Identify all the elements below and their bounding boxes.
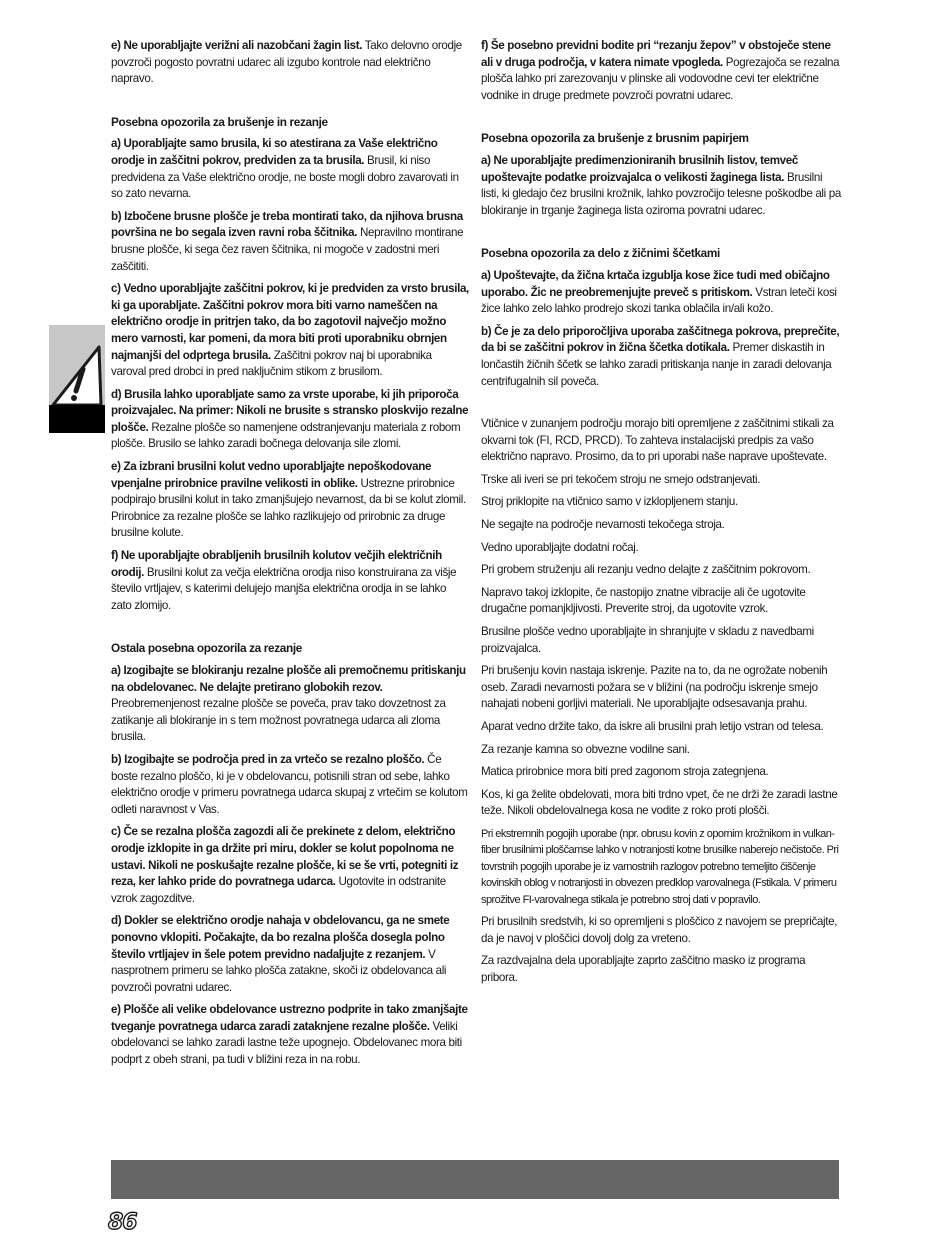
paragraph-text: Preobremenjenost rezalne plošče se poveča, prav tako dovzetnost za zatikanje ali blokiranje in s tem možnost povratnega udarca ali zloma brusila. bbox=[111, 697, 446, 744]
warning-icon bbox=[49, 339, 105, 409]
paragraph bbox=[481, 787, 841, 820]
paragraph-text: Pri brusilnih sredstvih, ki so opremljeni s ploščico z navojem se prepričajte, da je navoj v ploščici dovolj dolg za vreteno. bbox=[481, 915, 838, 945]
paragraph-lead: f) Ne uporabljajte obrabljenih brusilnih kolutov večjih električnih orodij. bbox=[111, 549, 442, 579]
paragraph bbox=[481, 953, 841, 986]
paragraph-text: Vstran leteči kosi žice lahko zelo lahko prodrejo skozi tanka oblačila in/ali kožo. bbox=[481, 285, 837, 316]
spacer bbox=[481, 406, 841, 416]
paragraph-text: Pogrezajoča se rezalna plošča lahko pri zarezovanju v plinske ali vodovodne cevi ter električne vodnike in druge predmete povzroči povratni udarec. bbox=[481, 55, 840, 102]
paragraph-text: Če boste rezalno ploščo, ki je v obdelovancu, potisnili stran od sebe, lahko električno orodje v primeru povratnega udarca skupaj z vrtečim se kolutom odleti naravnost v Vas. bbox=[111, 752, 468, 816]
side-tab-black-strip bbox=[49, 405, 105, 433]
paragraph bbox=[111, 548, 469, 614]
paragraph-text: Vtičnice v zunanjem področju morajo biti opremljene z zaščitnimi stikali za okvarni tok (FI, RCD, PRCD). To zahteva instalacijski predpis za vašo električno napravo. Prosimo, da to pri uporabi naše naprave upoštevate. bbox=[481, 417, 834, 464]
paragraph-text: Brusilni listi, ki gledajo čez brusilni krožnik, lahko povzročijo telesne poškodbe ali pa blokiranje in trganje žaginega lista oziroma povratni udarec. bbox=[481, 170, 841, 217]
paragraph-lead: c) Vedno uporabljajte zaščitni pokrov, ki je predviden za vrsto brusila, ki ga uporabljate. Zaščitni pokrov mora biti varno nameščen na električno orodje in pritrjen tako, da bo zagotovil največjo možno mero varnosti, kar pomeni, da mora biti proti uporabniku obrnjen najmanjši del odprtega brusila. bbox=[111, 282, 469, 362]
paragraph-text: Premer diskastih in lončastih žičnih ščetk se lahko zaradi pritiskanja nanje in zaradi delovanja centrifugalnih sil poveča. bbox=[481, 341, 832, 388]
paragraph-text: Veliki obdelovanci se lahko zaradi lastne teže upognejo. Obdelovanec mora biti podprt z obeh strani, pa tudi v bližini reza in na robu. bbox=[111, 1019, 462, 1067]
paragraph-lead: e) Ne uporabljajte verižni ali nazobčani žagin list. bbox=[111, 39, 363, 52]
paragraph-text: Trske ali iveri se pri tekočem stroju ne smejo odstranjevati. bbox=[481, 472, 761, 486]
page-number: 86 bbox=[108, 1210, 137, 1235]
paragraph bbox=[481, 663, 841, 713]
paragraph-text: Napravo takoj izklopite, če nastopijo znatne vibracije ali če ugotovite drugačne pomanjkljivosti. Preverite stroj, da ugotovite vzrok. bbox=[481, 585, 806, 616]
paragraph bbox=[111, 136, 469, 202]
paragraph bbox=[481, 742, 841, 759]
paragraph bbox=[481, 624, 841, 657]
paragraph bbox=[481, 517, 841, 534]
paragraph-lead: f) Še posebno previdni bodite pri “rezanju žepov” v obstoječe stene ali v druga področja, v katera nimate vpogleda. bbox=[481, 39, 831, 69]
warning-side-tab bbox=[49, 325, 105, 433]
paragraph-lead: b) Če je za delo priporočljiva uporaba zaščitnega pokrova, preprečite, da bi se zaščitni pokrov in žična ščetka dotikala. bbox=[481, 324, 840, 355]
paragraph bbox=[481, 719, 841, 736]
paragraph-lead: a) Uporabljajte samo brusila, ki so atestirana za Vaše električno orodje in zaščitni pokrov, predviden za ta brusila. bbox=[111, 137, 438, 167]
paragraph-text: Ustrezne prirobnice podpirajo brusilni kolut in tako zmanjšujejo nevarnost, da bi se kolut zlomil. Prirobnice za rezalne plošče se lahko razlikujejo od prirobnic za druge brusilne kolute. bbox=[111, 476, 466, 540]
section-heading: Posebna opozorila za brušenje in rezanje bbox=[111, 114, 328, 129]
right-text-column bbox=[481, 38, 841, 992]
paragraph-lead: e) Plošče ali velike obdelovance ustrezno podprite in tako zmanjšajte tveganje povratnega udarca zaradi zataknjene rezalne plošče. bbox=[111, 1003, 468, 1033]
paragraph-text: Vedno uporabljajte dodatni ročaj. bbox=[481, 540, 639, 554]
paragraph-lead: b) Izogibajte se področja pred in za vrtečo se rezalno ploščo. bbox=[111, 752, 425, 766]
paragraph bbox=[481, 914, 841, 947]
paragraph bbox=[481, 153, 841, 219]
paragraph bbox=[111, 913, 469, 996]
paragraph-text: Aparat vedno držite tako, da iskre ali brusilni prah letijo vstran od telesa. bbox=[481, 720, 824, 733]
paragraph-text: Matica prirobnice mora biti pred zagonom stroja zategnjena. bbox=[481, 765, 769, 779]
paragraph-text: Brusil, ki niso predvidena za Vaše električno orodje, ne boste mogli dobro zavarovati in so zato nevarna. bbox=[111, 153, 459, 201]
paragraph bbox=[111, 459, 469, 542]
paragraph-lead: a) Izogibajte se blokiranju rezalne plošče ali premočnemu pritiskanju na obdelovanec. Ne delajte pretirano globokih rezov. bbox=[111, 664, 466, 694]
paragraph bbox=[111, 663, 469, 746]
paragraph-lead: d) Dokler se električno orodje nahaja v obdelovancu, ga ne smete ponovno vklopiti. Počakajte, da bo rezalna plošča dosegla polno število vrtljajev in šele potem previdno nadaljujte z rezanjem. bbox=[111, 914, 450, 961]
paragraph bbox=[111, 1002, 469, 1068]
spacer bbox=[481, 396, 841, 406]
paragraph bbox=[481, 494, 841, 511]
paragraph-text: Kos, ki ga želite obdelovati, mora biti trdno vpet, če ne drži že zaradi lastne teže. Nikoli obdelovalnega kosa ne vodite z roko proti plošči. bbox=[481, 787, 838, 818]
paragraph-lead: b) Izbočene brusne plošče je treba montirati tako, da njihova brusna površina ne bo segala izven ravni roba ščitnika. bbox=[111, 209, 463, 240]
paragraph bbox=[481, 268, 841, 318]
paragraph-text: Nepravilno montirane brusne plošče, ki sega čez raven ščitnika, ni mogoče v zadostni meri zaščititi. bbox=[111, 226, 464, 273]
paragraph bbox=[481, 764, 841, 781]
paragraph bbox=[111, 38, 469, 88]
paragraph-text: Stroj priklopite na vtičnico samo v izklopljenem stanju. bbox=[481, 495, 738, 509]
paragraph-text: Pri ekstremnih pogojih uporabe (npr. obrusu kovin z opornim krožnikom in vulkan-fiber brusilnimi ploščamse lahko v notranjosti kotne brusilke naberejo nečistoče. Pri tovrstnih pogojih uporabe je iz varnostnih razlogov potrebno temeljito čiščenje kovinskih oblog v notranjosti in obvezen predklop varovalnega (Fstikala. V primeru sprožitve FI-varovalnega stikala je potrebno stroj dati v popravilo. bbox=[481, 827, 839, 906]
paragraph-text: Pri grobem struženju ali rezanju vedno delajte z zaščitnim pokrovom. bbox=[481, 563, 811, 577]
paragraph-text: V nasprotnem primeru se lahko plošča zatakne, skoči iz obdelovanca ali povzroči povratni udarec. bbox=[111, 947, 447, 994]
paragraph bbox=[111, 824, 469, 907]
paragraph-lead: c) Če se rezalna plošča zagozdi ali če prekinete z delom, električno orodje izklopite in ga držite pri miru, dokler se kolut popolnoma ne ustavi. Nikoli ne poskušajte rezalne plošče, ki se še vrti, potegniti iz reza, ker lahko pride do povratnega udarca. bbox=[111, 825, 459, 889]
spacer bbox=[111, 94, 469, 104]
paragraph-text: Rezalne plošče so namenjene odstranjevanju materiala z robom plošče. Brusilo se lahko zaradi bočnega delovanja sile zlomi. bbox=[111, 420, 461, 451]
paragraph bbox=[481, 540, 841, 557]
spacer bbox=[481, 110, 841, 120]
paragraph-text: Brusilne plošče vedno uporabljajte in shranjujte v skladu z navedbami proizvajalca. bbox=[481, 625, 814, 655]
paragraph-text: Ugotovite in odstranite vzrok zagozditve. bbox=[111, 875, 446, 905]
paragraph-text: Zaščitni pokrov naj bi uporabnika varoval pred drobci in pred naključnim stikom z brusilom. bbox=[111, 348, 432, 379]
paragraph bbox=[481, 826, 841, 908]
paragraph-text: Za razdvajalna dela uporabljajte zaprto zaščitno masko iz programa pribora. bbox=[481, 954, 806, 984]
paragraph-lead: d) Brusila lahko uporabljate samo za vrste uporabe, ki jih priporoča proizvajalec. Na primer: Nikoli ne brusite s stransko ploskvijo rezalne plošče. bbox=[111, 387, 469, 434]
paragraph-text: Za rezanje kamna so obvezne vodilne sani. bbox=[481, 742, 690, 756]
paragraph-text: Ne segajte na področje nevarnosti tekočega stroja. bbox=[481, 518, 725, 532]
paragraph-lead: a) Upoštevajte, da žična krtača izgublja kose žice tudi med običajno uporabo. Žic ne preobremenjujte preveč s pritiskom. bbox=[481, 268, 830, 299]
paragraph bbox=[481, 38, 841, 104]
paragraph-text: Pri brušenju kovin nastaja iskrenje. Pazite na to, da ne ogrožate nobenih oseb. Zaradi nevarnosti požara se v bližini (na področju iskrenje smejo nahajati nobeni gorljivi materiali. Ne uporabljajte odsesavanja prahu. bbox=[481, 664, 828, 711]
paragraph bbox=[481, 324, 841, 390]
spacer bbox=[481, 225, 841, 235]
section-heading: Posebna opozorila za brušenje z brusnim papirjem bbox=[481, 131, 749, 146]
paragraph bbox=[481, 472, 841, 489]
paragraph-text: Brusilni kolut za večja električna orodja niso konstruirana za višje število vrtljajev, s katerimi delujejo manjša električna orodja in se lahko zato zlomijo. bbox=[111, 565, 457, 612]
paragraph bbox=[111, 387, 469, 453]
section-heading: Ostala posebna opozorila za rezanje bbox=[111, 641, 302, 656]
paragraph bbox=[481, 585, 841, 618]
left-text-column bbox=[111, 38, 469, 1075]
paragraph bbox=[111, 752, 469, 818]
paragraph-lead: a) Ne uporabljajte predimenzioniranih brusilnih listov, temveč upoštevajte podatke proizvajalca o velikosti žaginega lista. bbox=[481, 153, 798, 184]
paragraph bbox=[111, 281, 469, 381]
footer-bar bbox=[111, 1160, 839, 1199]
paragraph bbox=[481, 562, 841, 579]
paragraph bbox=[111, 209, 469, 275]
paragraph-lead: e) Za izbrani brusilni kolut vedno uporabljajte nepoškodovane vpenjalne prirobnice pravilne velikosti in oblike. bbox=[111, 460, 432, 490]
spacer bbox=[111, 620, 469, 630]
paragraph-text: Tako delovno orodje povzroči pogosto povratni udarec ali izgubo kontrole nad električno napravo. bbox=[111, 39, 462, 86]
paragraph bbox=[481, 416, 841, 466]
section-heading: Posebna opozorila za delo z žičnimi ščetkami bbox=[481, 246, 720, 261]
